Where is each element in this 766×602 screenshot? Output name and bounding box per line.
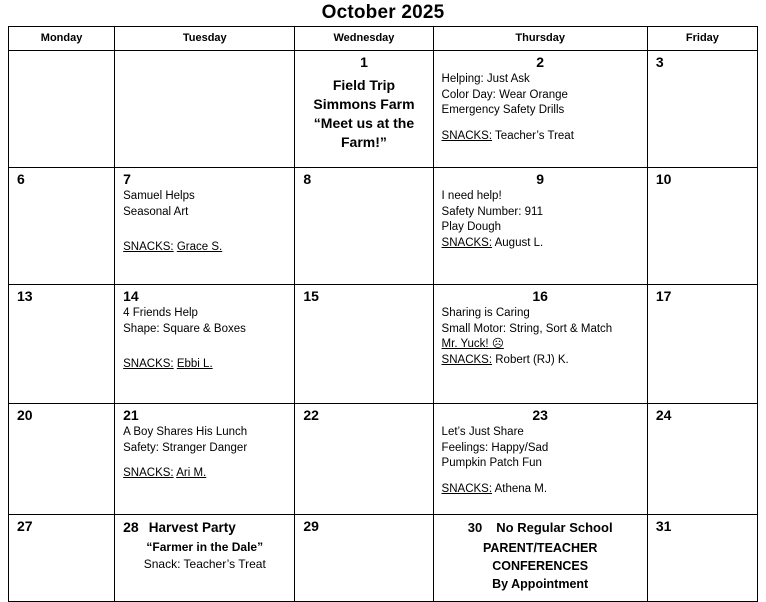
day-number: 23	[532, 407, 548, 423]
day-cell[interactable]	[115, 51, 295, 168]
day-cell-oct-24[interactable]	[647, 404, 757, 515]
day-number: 10	[655, 171, 672, 187]
event-line: Let’s Just Share	[441, 426, 524, 438]
snack-line	[123, 240, 288, 256]
calendar-page	[8, 0, 758, 602]
day-number: 31	[655, 518, 672, 534]
day-cell-oct-10[interactable]	[647, 168, 757, 285]
day-content	[434, 423, 647, 497]
snack-line	[442, 129, 641, 145]
snack-person: Athena M.	[494, 482, 548, 495]
day-cell-oct-2[interactable]	[433, 51, 647, 168]
spacer	[442, 119, 641, 129]
event-line: Safety: Stranger Danger	[123, 441, 248, 454]
day-header-row	[434, 515, 647, 537]
event-line: 4 Friends Help	[123, 307, 198, 319]
day-number: 2	[536, 54, 545, 70]
snack-line	[123, 357, 288, 373]
weekday-header-wednesday: Wednesday	[295, 27, 433, 51]
calendar-week-row	[9, 285, 758, 404]
event-line: Farm!”	[341, 134, 387, 150]
spacer	[123, 230, 288, 240]
weekday-header-friday: Friday	[647, 27, 757, 51]
event-line: Helping: Just Ask	[441, 73, 530, 85]
day-number: 27	[17, 518, 33, 534]
event-line: A Boy Shares His Lunch	[123, 426, 248, 438]
day-number: 30	[467, 520, 483, 535]
day-content	[434, 70, 647, 144]
day-cell-oct-13[interactable]	[9, 285, 115, 404]
day-cell-oct-27[interactable]	[9, 515, 115, 602]
event-line: CONFERENCES	[492, 559, 589, 573]
day-number	[115, 51, 294, 55]
event-line: PARENT/TEACHER	[483, 541, 598, 555]
snack-person: Ari M.	[176, 467, 207, 479]
day-cell-oct-28[interactable]	[115, 515, 295, 602]
spacer	[123, 347, 288, 357]
event-line: Small Motor: String, Sort & Match	[441, 322, 613, 335]
snack-person: Teacher’s Treat	[495, 129, 574, 142]
day-header-row	[115, 515, 294, 537]
snack-line	[442, 482, 641, 498]
day-number: 1	[360, 54, 368, 70]
weekday-header-row	[9, 27, 758, 51]
day-number: 16	[532, 288, 548, 304]
day-content	[434, 187, 647, 251]
day-cell-oct-8[interactable]	[295, 168, 433, 285]
event-line: Emergency Safety Drills	[441, 104, 565, 116]
event-line: Safety Number: 911	[441, 205, 543, 218]
calendar-grid	[8, 26, 758, 602]
event-line: Simmons Farm	[313, 96, 415, 112]
day-number: 28	[123, 519, 139, 535]
day-number: 14	[123, 288, 139, 304]
snacks-label: SNACKS:	[123, 467, 174, 479]
snacks-label: SNACKS:	[441, 482, 493, 495]
day-number: 22	[303, 407, 319, 423]
day-number: 17	[655, 288, 672, 304]
day-number: 8	[303, 171, 312, 187]
day-cell-oct-9[interactable]	[433, 168, 647, 285]
event-heading: No Regular School	[496, 520, 613, 535]
day-number: 15	[303, 288, 319, 304]
day-content	[115, 537, 294, 573]
event-heading: Harvest Party	[148, 520, 236, 535]
day-cell-oct-17[interactable]	[647, 285, 757, 404]
event-field-trip	[295, 70, 432, 152]
event-line: Sharing is Caring	[441, 307, 530, 319]
spacer	[442, 472, 641, 482]
snacks-label: SNACKS:	[441, 129, 493, 142]
day-cell-oct-22[interactable]	[295, 404, 433, 515]
snack-person: August L.	[494, 236, 544, 249]
snack-line	[442, 353, 641, 369]
event-line: “Farmer in the Dale”	[146, 540, 264, 554]
day-cell-oct-14[interactable]	[115, 285, 295, 404]
snacks-label: SNACKS:	[123, 241, 174, 253]
weekday-header-thursday: Thursday	[433, 27, 647, 51]
event-line: Seasonal Art	[123, 205, 189, 218]
snack-person: Ebbi L.	[176, 358, 213, 370]
calendar-week-row	[9, 404, 758, 515]
day-cell-oct-29[interactable]	[295, 515, 433, 602]
event-line: Snack: Teacher’s Treat	[143, 557, 266, 571]
day-number: 3	[655, 54, 664, 70]
day-cell-oct-3[interactable]	[647, 51, 757, 168]
day-cell-oct-30[interactable]	[433, 515, 647, 602]
day-cell-oct-20[interactable]	[9, 404, 115, 515]
event-line: Pumpkin Patch Fun	[441, 457, 542, 469]
snacks-label: SNACKS:	[441, 236, 493, 249]
day-number: 29	[303, 518, 319, 534]
event-line: Field Trip	[332, 77, 396, 93]
day-number: 6	[17, 171, 25, 187]
event-line: By Appointment	[492, 577, 589, 591]
day-number: 21	[123, 407, 139, 423]
day-number: 9	[536, 171, 545, 187]
event-line: Shape: Square & Boxes	[123, 322, 246, 335]
spacer	[123, 456, 288, 466]
day-content	[434, 537, 647, 593]
calendar-week-row	[9, 515, 758, 602]
day-content	[115, 304, 294, 373]
day-cell-oct-31[interactable]	[647, 515, 757, 602]
event-line-mr-yuck: Mr. Yuck! ☹	[441, 338, 504, 350]
snack-person: Robert (RJ) K.	[495, 353, 569, 366]
day-number: 24	[655, 407, 672, 423]
day-content	[115, 423, 294, 482]
weekday-header-monday: Monday	[9, 27, 115, 51]
day-cell-oct-7[interactable]	[115, 168, 295, 285]
day-cell-oct-21[interactable]	[115, 404, 295, 515]
event-line: Color Day: Wear Orange	[441, 88, 568, 101]
weekday-header-tuesday: Tuesday	[115, 27, 295, 51]
day-number: 13	[17, 288, 33, 304]
page-title: October 2025	[321, 2, 445, 23]
snacks-label: SNACKS:	[123, 358, 174, 370]
day-content	[434, 304, 647, 368]
snack-line	[123, 466, 288, 482]
event-line: Samuel Helps	[123, 190, 195, 202]
spacer	[123, 220, 288, 230]
calendar-week-row	[9, 168, 758, 285]
day-number: 7	[123, 171, 131, 187]
day-number: 20	[17, 407, 33, 423]
day-cell-oct-15[interactable]	[295, 285, 433, 404]
calendar-title-row	[8, 0, 758, 26]
spacer	[123, 337, 288, 347]
day-number	[9, 51, 114, 55]
calendar-week-row	[9, 51, 758, 168]
day-content	[115, 187, 294, 256]
event-line: “Meet us at the	[313, 115, 415, 131]
day-cell-oct-23[interactable]	[433, 404, 647, 515]
event-line: I need help!	[441, 190, 502, 202]
day-cell-oct-1[interactable]	[295, 51, 433, 168]
day-cell-oct-16[interactable]	[433, 285, 647, 404]
snack-line	[442, 236, 641, 252]
event-line: Feelings: Happy/Sad	[441, 441, 549, 454]
day-cell[interactable]	[9, 51, 115, 168]
event-line: Play Dough	[441, 221, 502, 233]
day-cell-oct-6[interactable]	[9, 168, 115, 285]
snacks-label: SNACKS:	[441, 353, 493, 366]
snack-person: Grace S.	[176, 241, 223, 253]
